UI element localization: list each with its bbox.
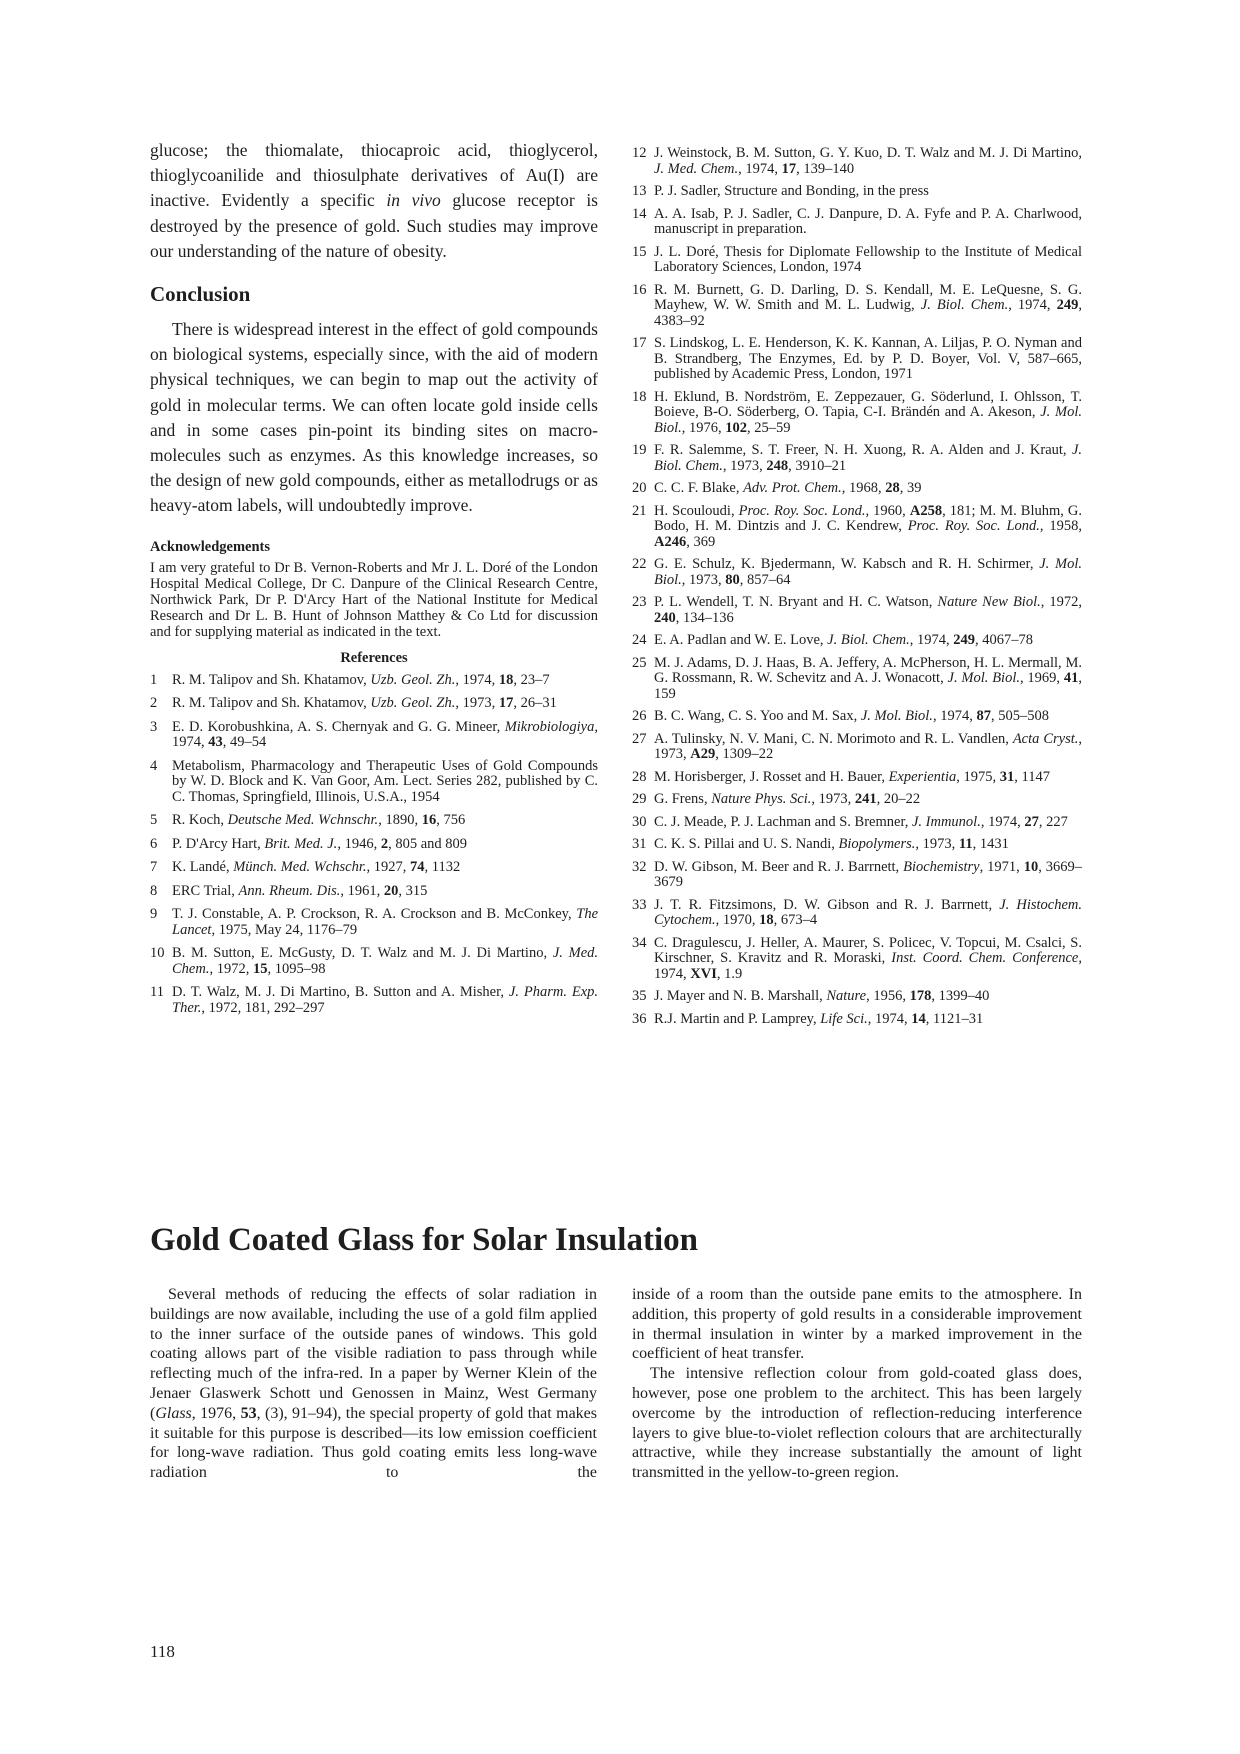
- reference-number: 26: [632, 708, 647, 724]
- reference-item: [632, 860, 1082, 891]
- reference-item: [632, 146, 1082, 177]
- reference-number: 9: [150, 906, 158, 923]
- reference-text: B. M. Sutton, E. McGusty, D. T. Walz and M. J. Di Martino, J. Med. Chem., 1972, 15, 1095–98: [172, 945, 599, 977]
- reference-number: 28: [632, 768, 647, 785]
- reference-number: 7: [150, 859, 158, 876]
- reference-text: C. C. F. Blake, Adv. Prot. Chem., 1968, 28, 39: [654, 480, 922, 496]
- reference-number: 27: [632, 730, 647, 747]
- references-heading: References: [340, 649, 408, 666]
- reference-item: [632, 709, 1082, 725]
- conclusion-paragraph: There is widespread interest in the effect of gold compounds on biological systems, especially since, with the aid of modern physical techniques, we can begin to map out the activity of gold in molecular terms. We can often locate gold inside cells and in some cases pin-point its binding sites on macromolecules such as enzymes. As this knowledge increases, so the design of new gold compounds, either as metallodrugs or as heavy-atom labels, will undoubtedly improve.: [150, 319, 598, 516]
- reference-item: [150, 696, 598, 712]
- reference-item: [150, 837, 598, 853]
- reference-item: [632, 245, 1082, 276]
- reference-text: Metabolism, Pharmacology and Therapeutic Uses of Gold Compounds by W. D. Block and K. Van Goor, Am. Lect. Series 282, published by C. C. Thomas, Springfield, Illinois, U.S.A., 1954: [172, 757, 598, 805]
- reference-text: C. Dragulescu, J. Heller, A. Maurer, S. Policec, V. Topcui, M. Csalci, S. Kirschner, S. Kravitz and R. Moraski, Inst. Coord. Chem. Conference, 1974, XVI, 1.9: [654, 934, 1082, 982]
- reference-number: 33: [632, 896, 647, 913]
- reference-item: [150, 860, 598, 876]
- reference-text: G. Frens, Nature Phys. Sci., 1973, 241, 20–22: [654, 791, 921, 807]
- reference-number: 21: [632, 502, 647, 519]
- reference-number: 31: [632, 836, 647, 852]
- reference-text: R.J. Martin and P. Lamprey, Life Sci., 1974, 14, 1121–31: [654, 1010, 984, 1027]
- right-column: [632, 146, 1082, 1034]
- reference-number: 29: [632, 791, 647, 807]
- reference-number: 5: [150, 812, 158, 829]
- reference-item: [632, 207, 1082, 238]
- article-column-right: [632, 1285, 1082, 1483]
- reference-item: [632, 770, 1082, 786]
- left-column: [150, 138, 598, 1024]
- reference-text: P. L. Wendell, T. N. Bryant and H. C. Watson, Nature New Biol., 1972, 240, 134–136: [654, 594, 1082, 626]
- article-column-left: [150, 1285, 597, 1483]
- reference-text: D. T. Walz, M. J. Di Martino, B. Sutton and A. Misher, J. Pharm. Exp. Ther., 1972, 181, 292–297: [172, 984, 598, 1016]
- reference-number: 11: [150, 984, 164, 1001]
- reference-text: B. C. Wang, C. S. Yoo and M. Sax, J. Mol. Biol., 1974, 87, 505–508: [654, 708, 1049, 724]
- reference-item: [632, 443, 1082, 474]
- reference-item: [150, 946, 598, 977]
- reference-number: 2: [150, 695, 158, 712]
- reference-number: 13: [632, 183, 647, 199]
- reference-number: 4: [150, 757, 158, 774]
- acknowledgements-paragraph: I am very grateful to Dr B. Vernon-Roberts and Mr J. L. Doré of the London Hospital Medical College, Dr C. Danpure of the Clinical Research Centre, Northwick Park, Dr P. D'Arcy Hart of the National Institute for Medical Research and Dr L. B. Hunt of Johnson Matthey & Co Ltd for discussion and for supplying material as indicated in the text.: [150, 559, 598, 640]
- reference-item: [632, 656, 1082, 703]
- reference-text: J. Mayer and N. B. Marshall, Nature, 1956, 178, 1399–40: [654, 988, 990, 1004]
- reference-item: [632, 390, 1082, 437]
- article-paragraph-2: The intensive reflection colour from gold-coated glass does, however, pose one problem to the architect. This has been largely overcome by the introduction of reflection-reducing interference layers to give blue-to-violet reflection colours that are architecturally attractive, while they increase substantially the amount of light transmitted in the yellow-to-green region.: [632, 1365, 1082, 1482]
- reference-number: 14: [632, 205, 647, 222]
- article-paragraph-1-continued: inside of a room than the outside pane emits to the atmosphere. In addition, this property of gold results in a considerable improvement in thermal insulation in winter by a marked improvement in the coefficient of heat transfer.: [632, 1286, 1082, 1363]
- references-list-left: [150, 673, 598, 1017]
- reference-number: 23: [632, 594, 647, 610]
- reference-item: [150, 907, 598, 938]
- reference-item: [632, 732, 1082, 763]
- reference-item: [632, 184, 1082, 200]
- reference-number: 19: [632, 442, 647, 458]
- reference-text: G. E. Schulz, K. Bjedermann, W. Kabsch and R. H. Schirmer, J. Mol. Biol., 1973, 80, 857–64: [654, 556, 1082, 588]
- reference-text: J. Weinstock, B. M. Sutton, G. Y. Kuo, D. T. Walz and M. J. Di Martino, J. Med. Chem., 1974, 17, 139–140: [654, 145, 1082, 177]
- reference-text: P. J. Sadler, Structure and Bonding, in the press: [654, 183, 929, 199]
- reference-text: ERC Trial, Ann. Rheum. Dis., 1961, 20, 315: [172, 882, 428, 899]
- reference-number: 1: [150, 671, 158, 688]
- acknowledgements-heading: Acknowledgements: [150, 538, 271, 555]
- reference-item: [632, 557, 1082, 588]
- reference-number: 12: [632, 145, 647, 161]
- reference-text: E. A. Padlan and W. E. Love, J. Biol. Chem., 1974, 249, 4067–78: [654, 632, 1033, 648]
- article-title: Gold Coated Glass for Solar Insulation: [150, 1222, 698, 1258]
- reference-item: [632, 1012, 1082, 1028]
- references-list-right: [632, 146, 1082, 1027]
- reference-text: C. K. S. Pillai and U. S. Nandi, Biopolymers., 1973, 11, 1431: [654, 836, 1009, 852]
- reference-item: [632, 633, 1082, 649]
- reference-number: 15: [632, 243, 647, 260]
- reference-number: 24: [632, 632, 647, 648]
- reference-text: H. Eklund, B. Nordström, E. Zeppezauer, G. Söderlund, I. Ohlsson, T. Boieve, B-O. Söderberg, O. Tapia, C-I. Brändén and A. Akeson, J. Mol. Biol., 1976, 102, 25–59: [654, 388, 1083, 436]
- reference-item: [150, 673, 598, 689]
- reference-item: [632, 815, 1082, 831]
- reference-item: [632, 989, 1082, 1005]
- reference-item: [150, 985, 598, 1016]
- reference-text: E. D. Korobushkina, A. S. Chernyak and G. G. Mineer, Mikrobiologiya, 1974, 43, 49–54: [172, 718, 598, 751]
- reference-item: [632, 936, 1082, 983]
- reference-item: [150, 813, 598, 829]
- reference-item: [632, 595, 1082, 626]
- reference-number: 34: [632, 934, 647, 951]
- reference-number: 6: [150, 835, 158, 852]
- reference-text: A. Tulinsky, N. V. Mani, C. N. Morimoto and R. L. Vandlen, Acta Cryst., 1973, A29, 1309–22: [654, 730, 1083, 762]
- reference-text: T. J. Constable, A. P. Crockson, R. A. Crockson and B. McConkey, The Lancet, 1975, May 24, 1176–79: [172, 906, 598, 938]
- reference-text: J. T. R. Fitzsimons, D. W. Gibson and R. J. Barrnett, J. Histochem. Cytochem., 1970, 18, 673–4: [654, 896, 1082, 928]
- reference-text: R. Koch, Deutsche Med. Wchnschr., 1890, 16, 756: [172, 812, 466, 829]
- reference-item: [632, 481, 1082, 497]
- reference-text: H. Scouloudi, Proc. Roy. Soc. Lond., 1960, A258, 181; M. M. Bluhm, G. Bodo, H. M. Dintzis and J. C. Kendrew, Proc. Roy. Soc. Lond., 1958, A246, 369: [654, 502, 1083, 550]
- reference-item: [632, 283, 1082, 330]
- page-number: 118: [150, 1642, 175, 1661]
- reference-number: 3: [150, 718, 158, 735]
- reference-text: A. A. Isab, P. J. Sadler, C. J. Danpure, D. A. Fyfe and P. A. Charlwood, manuscript in preparation.: [654, 205, 1082, 237]
- reference-text: M. J. Adams, D. J. Haas, B. A. Jeffery, A. McPherson, H. L. Mermall, M. G. Rossmann, R. W. Schevitz and A. J. Wonacott, J. Mol. Biol., 1969, 41, 159: [654, 654, 1082, 702]
- reference-text: F. R. Salemme, S. T. Freer, N. H. Xuong, R. A. Alden and J. Kraut, J. Biol. Chem., 1973, 248, 3910–21: [654, 442, 1082, 474]
- reference-number: 17: [632, 335, 647, 351]
- reference-text: P. D'Arcy Hart, Brit. Med. J., 1946, 2, 805 and 809: [172, 835, 467, 852]
- reference-number: 18: [632, 388, 647, 405]
- reference-item: [150, 720, 598, 751]
- reference-item: [632, 898, 1082, 929]
- reference-text: D. W. Gibson, M. Beer and R. J. Barrnett, Biochemistry, 1971, 10, 3669–3679: [654, 858, 1083, 890]
- reference-item: [632, 504, 1082, 551]
- reference-text: R. M. Talipov and Sh. Khatamov, Uzb. Geol. Zh., 1973, 17, 26–31: [172, 695, 557, 712]
- reference-number: 22: [632, 556, 647, 572]
- reference-item: [150, 759, 598, 806]
- reference-number: 35: [632, 988, 647, 1004]
- reference-item: [632, 837, 1082, 853]
- reference-number: 25: [632, 654, 647, 671]
- reference-text: R. M. Burnett, G. D. Darling, D. S. Kendall, M. E. LeQuesne, S. G. Mayhew, W. W. Smith and M. L. Ludwig, J. Biol. Chem., 1974, 249, 4383–92: [654, 281, 1082, 329]
- reference-number: 36: [632, 1010, 647, 1027]
- reference-number: 30: [632, 813, 647, 830]
- reference-text: J. L. Doré, Thesis for Diplomate Fellowship to the Institute of Medical Laboratory Sciences, London, 1974: [654, 243, 1082, 275]
- reference-item: [632, 792, 1082, 808]
- reference-number: 32: [632, 858, 647, 875]
- reference-number: 16: [632, 281, 647, 298]
- conclusion-heading: Conclusion: [150, 282, 251, 307]
- article-paragraph-1: Several methods of reducing the effects of solar radiation in buildings are now available, including the use of a gold film applied to the inner surface of the outside panes of windows. This gold coating allows part of the visible radiation to pass through while reflecting much of the infra-red. In a paper by Werner Klein of the Jenaer Glaswerk Schott und Genossen in Mainz, West Germany (Glass, 1976, 53, (3), 91–94), the special property of gold that makes it suitable for this purpose is described—its low emission coefficient for long-wave radiation. Thus gold coating emits less long-wave radiation to the: [150, 1286, 598, 1482]
- reference-number: 8: [150, 882, 158, 899]
- reference-text: R. M. Talipov and Sh. Khatamov, Uzb. Geol. Zh., 1974, 18, 23–7: [172, 671, 550, 688]
- reference-number: 10: [150, 945, 165, 962]
- reference-item: [632, 336, 1082, 383]
- reference-text: K. Landé, Münch. Med. Wchschr., 1927, 74, 1132: [172, 859, 461, 876]
- reference-text: S. Lindskog, L. E. Henderson, K. K. Kannan, A. Liljas, P. O. Nyman and B. Strandberg, The Enzymes, Ed. by P. D. Boyer, Vol. V, 587–665, published by Academic Press, London, 1971: [654, 335, 1082, 382]
- intro-paragraph: glucose; the thiomalate, thiocaproic acid, thioglycerol, thioglycoanilide and thiosulphate derivatives of Au(I) are inactive. Evidently a specific in vivo glucose receptor is destroyed by the presence of gold. Such studies may improve our understanding of the nature of obesity.: [150, 140, 598, 261]
- reference-number: 20: [632, 480, 647, 496]
- reference-text: M. Horisberger, J. Rosset and H. Bauer, Experientia, 1975, 31, 1147: [654, 768, 1050, 785]
- reference-item: [150, 884, 598, 900]
- reference-text: C. J. Meade, P. J. Lachman and S. Bremner, J. Immunol., 1974, 27, 227: [654, 813, 1068, 830]
